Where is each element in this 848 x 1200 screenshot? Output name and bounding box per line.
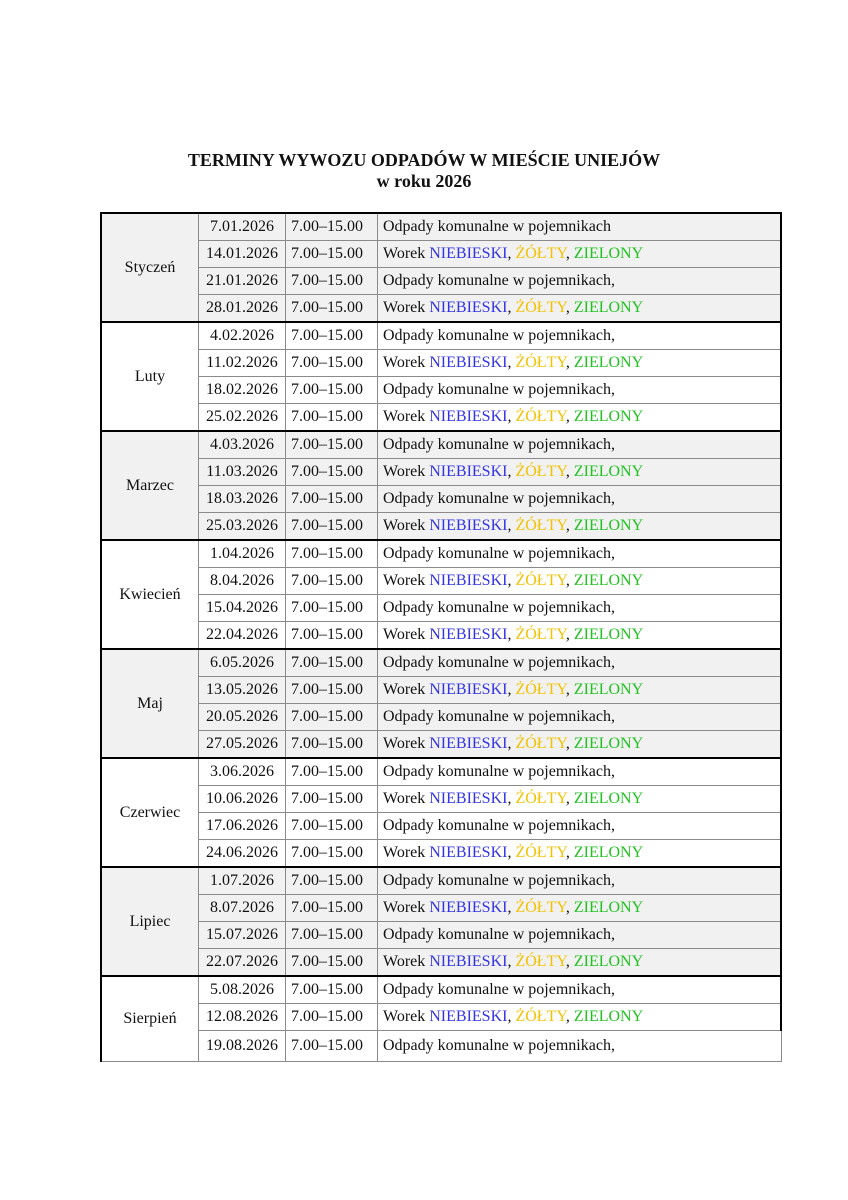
bag-collection	[378, 241, 782, 268]
bag-prefix: Worek	[383, 517, 430, 534]
bag-color-green: ZIELONY	[573, 844, 644, 861]
pickup-time: 7.00–15.00	[286, 322, 378, 350]
pickup-date: 19.08.2026	[199, 1031, 286, 1062]
table-row	[101, 731, 781, 759]
bag-color-blue: NIEBIESKI	[429, 463, 508, 480]
pickup-date: 8.04.2026	[199, 568, 286, 595]
bag-collection	[378, 895, 782, 922]
month-block	[101, 976, 781, 1062]
table-row	[101, 758, 781, 786]
bag-color-yellow: ŻÓŁTY	[515, 790, 566, 807]
pickup-time: 7.00–15.00	[286, 1004, 378, 1031]
separator: ,	[565, 517, 574, 534]
bag-color-blue: NIEBIESKI	[429, 626, 508, 643]
bag-color-yellow: ŻÓŁTY	[515, 899, 566, 916]
title-line-1: TERMINY WYWOZU ODPADÓW W MIEŚCIE UNIEJÓW	[187, 150, 661, 170]
pickup-date: 15.04.2026	[199, 595, 286, 622]
pickup-date: 10.06.2026	[199, 786, 286, 813]
bag-prefix: Worek	[383, 354, 430, 371]
pickup-time: 7.00–15.00	[286, 840, 378, 868]
pickup-time: 7.00–15.00	[286, 295, 378, 323]
separator: ,	[507, 408, 516, 425]
table-row	[101, 922, 781, 949]
pickup-date: 17.06.2026	[199, 813, 286, 840]
table-row	[101, 568, 781, 595]
pickup-time: 7.00–15.00	[286, 649, 378, 677]
table-row	[101, 241, 781, 268]
separator: ,	[565, 572, 574, 589]
pickup-time: 7.00–15.00	[286, 786, 378, 813]
bag-collection	[378, 786, 782, 813]
separator: ,	[507, 844, 516, 861]
waste-description: Odpady komunalne w pojemnikach,	[378, 486, 782, 513]
pickup-date: 13.05.2026	[199, 677, 286, 704]
bag-color-green: ZIELONY	[573, 354, 644, 371]
bag-collection	[378, 1004, 782, 1031]
table-row	[101, 1004, 781, 1031]
waste-description: Odpady komunalne w pojemnikach	[378, 213, 782, 241]
pickup-date: 28.01.2026	[199, 295, 286, 323]
bag-collection	[378, 677, 782, 704]
bag-color-blue: NIEBIESKI	[429, 1008, 508, 1025]
table-row	[101, 513, 781, 541]
bag-prefix: Worek	[383, 463, 430, 480]
bag-color-yellow: ŻÓŁTY	[515, 953, 566, 970]
bag-prefix: Worek	[383, 572, 430, 589]
table-row	[101, 377, 781, 404]
bag-prefix: Worek	[383, 735, 430, 752]
waste-description: Odpady komunalne w pojemnikach,	[378, 431, 782, 459]
pickup-date: 27.05.2026	[199, 731, 286, 759]
pickup-date: 7.01.2026	[199, 213, 286, 241]
separator: ,	[565, 1008, 574, 1025]
bag-collection	[378, 568, 782, 595]
bag-color-yellow: ŻÓŁTY	[515, 735, 566, 752]
bag-color-blue: NIEBIESKI	[429, 572, 508, 589]
separator: ,	[565, 953, 574, 970]
bag-color-blue: NIEBIESKI	[429, 299, 508, 316]
month-name: Czerwiec	[101, 758, 199, 867]
bag-collection	[378, 295, 782, 323]
table-row	[101, 895, 781, 922]
bag-color-blue: NIEBIESKI	[429, 245, 508, 262]
pickup-time: 7.00–15.00	[286, 949, 378, 977]
pickup-time: 7.00–15.00	[286, 922, 378, 949]
table-row	[101, 595, 781, 622]
bag-prefix: Worek	[383, 299, 430, 316]
bag-color-yellow: ŻÓŁTY	[515, 463, 566, 480]
separator: ,	[507, 1008, 516, 1025]
table-row	[101, 404, 781, 432]
bag-prefix: Worek	[383, 626, 430, 643]
bag-collection	[378, 513, 782, 541]
pickup-date: 21.01.2026	[199, 268, 286, 295]
bag-color-green: ZIELONY	[573, 299, 644, 316]
bag-prefix: Worek	[383, 953, 430, 970]
separator: ,	[565, 844, 574, 861]
separator: ,	[507, 299, 516, 316]
bag-color-green: ZIELONY	[573, 899, 644, 916]
table-row	[101, 840, 781, 868]
separator: ,	[507, 681, 516, 698]
bag-color-blue: NIEBIESKI	[429, 354, 508, 371]
bag-prefix: Worek	[383, 844, 430, 861]
bag-collection	[378, 350, 782, 377]
pickup-date: 6.05.2026	[199, 649, 286, 677]
pickup-date: 5.08.2026	[199, 976, 286, 1004]
bag-color-green: ZIELONY	[573, 408, 644, 425]
separator: ,	[507, 354, 516, 371]
waste-description: Odpady komunalne w pojemnikach,	[378, 704, 782, 731]
waste-description: Odpady komunalne w pojemnikach,	[378, 1031, 782, 1062]
bag-color-green: ZIELONY	[573, 681, 644, 698]
table-row	[101, 677, 781, 704]
pickup-time: 7.00–15.00	[286, 895, 378, 922]
pickup-time: 7.00–15.00	[286, 241, 378, 268]
separator: ,	[507, 463, 516, 480]
separator: ,	[565, 626, 574, 643]
pickup-time: 7.00–15.00	[286, 540, 378, 568]
table-row	[101, 486, 781, 513]
bag-prefix: Worek	[383, 790, 430, 807]
table-row	[101, 322, 781, 350]
bag-color-yellow: ŻÓŁTY	[515, 626, 566, 643]
waste-description: Odpady komunalne w pojemnikach,	[378, 867, 782, 895]
month-name: Styczeń	[101, 213, 199, 322]
table-row	[101, 540, 781, 568]
bag-color-blue: NIEBIESKI	[429, 953, 508, 970]
month-block	[101, 431, 781, 540]
bag-prefix: Worek	[383, 899, 430, 916]
pickup-date: 4.03.2026	[199, 431, 286, 459]
bag-color-green: ZIELONY	[573, 790, 644, 807]
month-name: Marzec	[101, 431, 199, 540]
pickup-date: 25.03.2026	[199, 513, 286, 541]
pickup-time: 7.00–15.00	[286, 268, 378, 295]
bag-color-green: ZIELONY	[573, 953, 644, 970]
table-row	[101, 213, 781, 241]
bag-color-green: ZIELONY	[573, 735, 644, 752]
table-row	[101, 1031, 781, 1062]
month-name: Sierpień	[101, 976, 199, 1062]
pickup-time: 7.00–15.00	[286, 350, 378, 377]
schedule-table	[100, 212, 782, 1062]
separator: ,	[507, 735, 516, 752]
pickup-date: 20.05.2026	[199, 704, 286, 731]
table-row	[101, 459, 781, 486]
separator: ,	[507, 899, 516, 916]
waste-description: Odpady komunalne w pojemnikach,	[378, 377, 782, 404]
pickup-time: 7.00–15.00	[286, 431, 378, 459]
separator: ,	[565, 354, 574, 371]
waste-description: Odpady komunalne w pojemnikach,	[378, 758, 782, 786]
table-row	[101, 649, 781, 677]
pickup-time: 7.00–15.00	[286, 622, 378, 650]
bag-collection	[378, 459, 782, 486]
separator: ,	[507, 790, 516, 807]
bag-color-yellow: ŻÓŁTY	[515, 1008, 566, 1025]
table-row	[101, 431, 781, 459]
waste-description: Odpady komunalne w pojemnikach,	[378, 976, 782, 1004]
bag-collection	[378, 840, 782, 868]
table-row	[101, 976, 781, 1004]
table-row	[101, 704, 781, 731]
pickup-date: 24.06.2026	[199, 840, 286, 868]
bag-collection	[378, 949, 782, 977]
pickup-time: 7.00–15.00	[286, 813, 378, 840]
pickup-date: 18.03.2026	[199, 486, 286, 513]
bag-color-yellow: ŻÓŁTY	[515, 572, 566, 589]
bag-color-blue: NIEBIESKI	[429, 517, 508, 534]
month-block	[101, 758, 781, 867]
waste-description: Odpady komunalne w pojemnikach,	[378, 540, 782, 568]
bag-color-yellow: ŻÓŁTY	[515, 354, 566, 371]
bag-color-yellow: ŻÓŁTY	[515, 844, 566, 861]
month-block	[101, 649, 781, 758]
separator: ,	[507, 245, 516, 262]
table-row	[101, 622, 781, 650]
table-row	[101, 350, 781, 377]
pickup-date: 1.07.2026	[199, 867, 286, 895]
separator: ,	[565, 299, 574, 316]
separator: ,	[565, 735, 574, 752]
pickup-date: 8.07.2026	[199, 895, 286, 922]
separator: ,	[507, 953, 516, 970]
waste-description: Odpady komunalne w pojemnikach,	[378, 922, 782, 949]
bag-collection	[378, 731, 782, 759]
bag-prefix: Worek	[383, 1008, 430, 1025]
bag-color-green: ZIELONY	[573, 626, 644, 643]
bag-collection	[378, 622, 782, 650]
pickup-time: 7.00–15.00	[286, 1031, 378, 1062]
table-row	[101, 867, 781, 895]
pickup-date: 1.04.2026	[199, 540, 286, 568]
bag-prefix: Worek	[383, 408, 430, 425]
pickup-date: 3.06.2026	[199, 758, 286, 786]
waste-description: Odpady komunalne w pojemnikach,	[378, 649, 782, 677]
bag-color-blue: NIEBIESKI	[429, 408, 508, 425]
bag-color-green: ZIELONY	[573, 572, 644, 589]
separator: ,	[565, 408, 574, 425]
table-row	[101, 295, 781, 323]
month-name: Lipiec	[101, 867, 199, 976]
bag-color-blue: NIEBIESKI	[429, 681, 508, 698]
table-row	[101, 813, 781, 840]
month-block	[101, 867, 781, 976]
table-row	[101, 268, 781, 295]
pickup-date: 11.02.2026	[199, 350, 286, 377]
pickup-time: 7.00–15.00	[286, 513, 378, 541]
separator: ,	[565, 463, 574, 480]
pickup-time: 7.00–15.00	[286, 213, 378, 241]
separator: ,	[507, 626, 516, 643]
pickup-time: 7.00–15.00	[286, 568, 378, 595]
pickup-time: 7.00–15.00	[286, 731, 378, 759]
bag-color-blue: NIEBIESKI	[429, 790, 508, 807]
separator: ,	[565, 245, 574, 262]
pickup-time: 7.00–15.00	[286, 704, 378, 731]
pickup-date: 22.07.2026	[199, 949, 286, 977]
table-row	[101, 949, 781, 977]
bag-color-yellow: ŻÓŁTY	[515, 517, 566, 534]
month-name: Maj	[101, 649, 199, 758]
pickup-date: 15.07.2026	[199, 922, 286, 949]
bag-color-green: ZIELONY	[573, 517, 644, 534]
bag-color-green: ZIELONY	[573, 463, 644, 480]
bag-color-green: ZIELONY	[573, 245, 644, 262]
bag-color-yellow: ŻÓŁTY	[515, 299, 566, 316]
separator: ,	[507, 572, 516, 589]
pickup-time: 7.00–15.00	[286, 486, 378, 513]
waste-description: Odpady komunalne w pojemnikach,	[378, 268, 782, 295]
bag-collection	[378, 404, 782, 432]
pickup-time: 7.00–15.00	[286, 758, 378, 786]
title-line-2: w roku 2026	[376, 171, 472, 191]
bag-prefix: Worek	[383, 681, 430, 698]
waste-description: Odpady komunalne w pojemnikach,	[378, 813, 782, 840]
bag-color-blue: NIEBIESKI	[429, 735, 508, 752]
bag-color-yellow: ŻÓŁTY	[515, 408, 566, 425]
waste-description: Odpady komunalne w pojemnikach,	[378, 322, 782, 350]
pickup-time: 7.00–15.00	[286, 404, 378, 432]
month-block	[101, 322, 781, 431]
separator: ,	[565, 899, 574, 916]
month-name: Luty	[101, 322, 199, 431]
pickup-date: 12.08.2026	[199, 1004, 286, 1031]
pickup-date: 18.02.2026	[199, 377, 286, 404]
pickup-time: 7.00–15.00	[286, 677, 378, 704]
month-block	[101, 213, 781, 322]
bag-color-blue: NIEBIESKI	[429, 844, 508, 861]
table-row	[101, 786, 781, 813]
month-name: Kwiecień	[101, 540, 199, 649]
separator: ,	[565, 681, 574, 698]
pickup-time: 7.00–15.00	[286, 976, 378, 1004]
page-title	[0, 150, 848, 192]
pickup-time: 7.00–15.00	[286, 459, 378, 486]
bag-color-blue: NIEBIESKI	[429, 899, 508, 916]
pickup-date: 11.03.2026	[199, 459, 286, 486]
bag-color-green: ZIELONY	[573, 1008, 644, 1025]
pickup-date: 4.02.2026	[199, 322, 286, 350]
waste-description: Odpady komunalne w pojemnikach,	[378, 595, 782, 622]
separator: ,	[565, 790, 574, 807]
bag-color-yellow: ŻÓŁTY	[515, 245, 566, 262]
pickup-date: 14.01.2026	[199, 241, 286, 268]
bag-prefix: Worek	[383, 245, 430, 262]
pickup-time: 7.00–15.00	[286, 377, 378, 404]
month-block	[101, 540, 781, 649]
bag-color-yellow: ŻÓŁTY	[515, 681, 566, 698]
pickup-date: 22.04.2026	[199, 622, 286, 650]
pickup-time: 7.00–15.00	[286, 867, 378, 895]
pickup-time: 7.00–15.00	[286, 595, 378, 622]
separator: ,	[507, 517, 516, 534]
pickup-date: 25.02.2026	[199, 404, 286, 432]
